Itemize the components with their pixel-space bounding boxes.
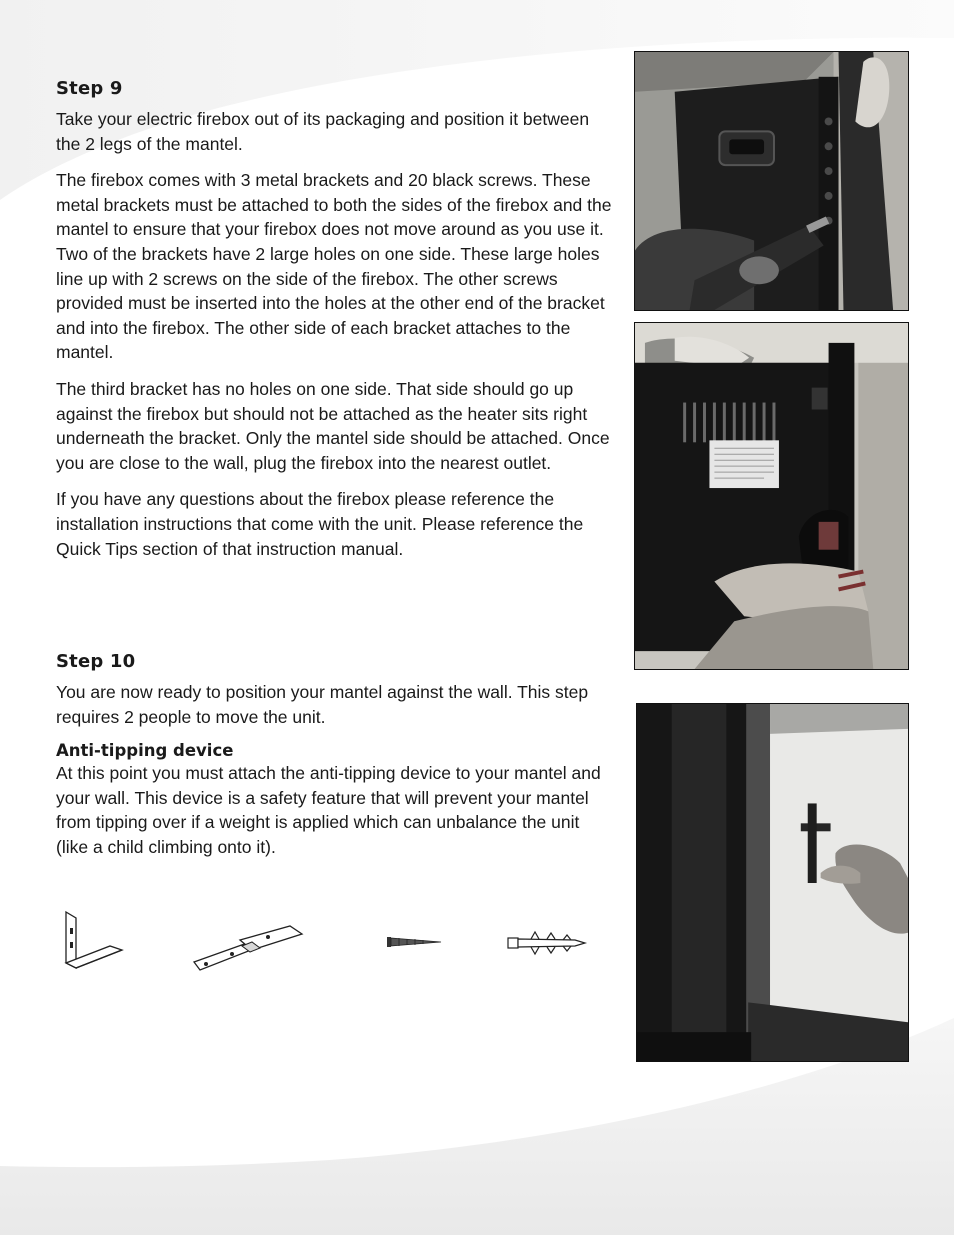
step9-paragraph-4: If you have any questions about the firebox please reference the installation instructions that come with the unit. Please reference the Quick Tips section of that instruction manual.	[56, 489, 584, 559]
step10-heading: Step 10	[56, 651, 136, 672]
step9-paragraph-2: The firebox comes with 3 metal brackets and 20 black screws. These metal brackets must be attached to both the sides of the firebox and the mantel to ensure that your firebox does not move around as you use it. Two of the brackets have 2 large holes on one side. These large holes line up with 2 screws on the side of the firebox. The other screws provided must be inserted into the holes at the other end of the bracket and into the firebox. The other side of each bracket attaches to the mantel.	[56, 170, 612, 363]
photo-attach-bracket-firebox	[634, 51, 909, 311]
step9-section	[56, 78, 612, 561]
step9-paragraph-1: Take your electric firebox out of its packaging and position it between the 2 legs of the mantel.	[56, 109, 590, 154]
photo-firebox-back-drill	[634, 322, 909, 670]
step10-paragraph: You are now ready to position your mantel against the wall. This step requires 2 people to move the unit.	[56, 682, 589, 727]
anti-tipping-heading: Anti-tipping device	[56, 741, 234, 761]
anti-tip-strap-icon	[190, 920, 306, 976]
step10-section	[56, 651, 612, 860]
wall-anchor-icon	[505, 928, 589, 958]
l-bracket-icon	[62, 908, 128, 974]
step9-heading: Step 9	[56, 78, 123, 99]
photo-anti-tipping-bracket-wall	[636, 703, 909, 1062]
step9-paragraph-3: The third bracket has no holes on one side. That side should go up against the firebox but should not be attached as the heater sits right underneath the bracket. Only the mantel side should be attached. Once you are close to the wall, plug the firebox into the nearest outlet.	[56, 378, 610, 473]
screw-icon	[385, 934, 445, 950]
anti-tipping-paragraph: At this point you must attach the anti-tipping device to your mantel and your wall. This device is a safety feature that will prevent your mantel from tipping over if a weight is applied which can unbalance the unit (like a child climbing onto it).	[56, 763, 601, 857]
